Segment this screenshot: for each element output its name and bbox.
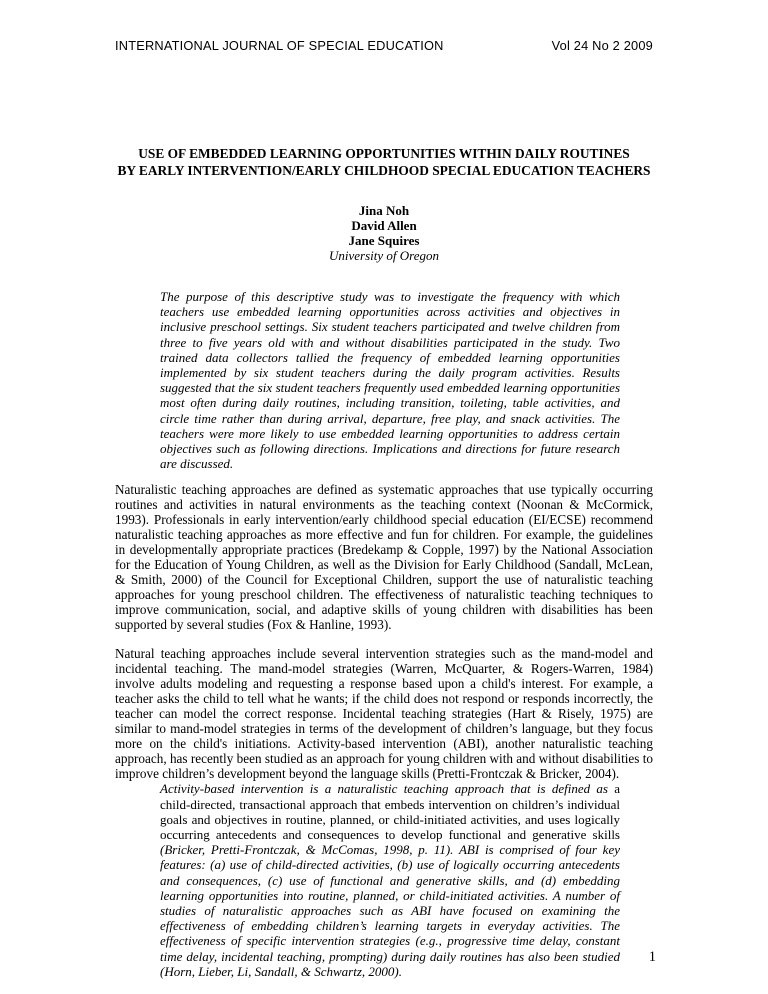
abstract: The purpose of this descriptive study was to investigate the frequency with which teachers use embedded learning opportunities across activities and objectives in inclusive preschool settings. Six student teachers participated and twelve children from three to five years old with and without disabilities participated in the study. Two trained data collectors tallied the frequency of embedded learning opportunities implemented by six student teachers during the daily program activities. Results suggested that the six student teachers frequently used embedded learning opportunities most often during daily routines, including transition, toileting, table activities, and circle time rather than during arrival, departure, free play, and snack activities. The teachers were more likely to use embedded learning opportunities to address certain objectives such as following directions. Implications and directions for future research are discussed.	[160, 289, 620, 472]
journal-name: INTERNATIONAL JOURNAL OF SPECIAL EDUCATION	[115, 38, 444, 53]
author-name: David Allen	[351, 218, 417, 233]
page-header	[115, 38, 653, 53]
authors-block	[115, 203, 653, 263]
body-paragraph: Naturalistic teaching approaches are defined as systematic approaches that use typically occurring routines and activities in natural environments as the teaching context (Noonan & McCormick, 1993). Professionals in early intervention/early childhood special education (EI/ECSE) recommend naturalistic teaching approaches as more effective and fun for children. For example, the guidelines in developmentally appropriate practices (Bredekamp & Copple, 1997) by the National Association for the Education of Young Children, as well as the Division for Early Childhood (Sandall, McLean, & Smith, 2000) of the Council for Exceptional Children, support the use of naturalistic teaching approaches for young preschool children. The effectiveness of naturalistic teaching techniques to improve communication, social, and adaptive skills of young children with disabilities has been supported by several studies (Fox & Hanline, 1993).	[115, 482, 653, 633]
article-title-line2: BY EARLY INTERVENTION/EARLY CHILDHOOD SPECIAL EDUCATION TEACHERS	[117, 163, 651, 178]
blockquote	[160, 781, 620, 979]
blockquote-segment-roman: a child-directed, transactional approach that embeds intervention on children’s individual goals and objectives in routine, planned, or child-initiated activities, and uses logically occurring antecedents and consequences to develop functional and generative skills	[160, 781, 620, 843]
article-title-line1: USE OF EMBEDDED LEARNING OPPORTUNITIES WITHIN DAILY ROUTINES	[138, 146, 630, 161]
blockquote-segment-italic: Activity-based intervention is a naturalistic teaching approach that is defined as	[160, 781, 615, 797]
author-affiliation: University of Oregon	[329, 248, 439, 263]
page-number: 1	[648, 949, 656, 965]
author-name: Jane Squires	[348, 233, 420, 248]
body-paragraph: Natural teaching approaches include several intervention strategies such as the mand-model and incidental teaching. The mand-model strategies (Warren, McQuarter, & Rogers-Warren, 1984) involve adults modeling and requesting a response based upon a child's interest. For example, a teacher asks the child to tell what he wants; if the child does not respond or responds incorrectly, the teacher can model the correct response. Incidental teaching strategies (Hart & Risely, 1975) are similar to mand-model strategies in terms of the development of children’s language, but they focus more on the child's initiations. Activity-based intervention (ABI), another naturalistic teaching approach, has recently been studied as an approach for young children with and without disabilities to improve children’s development beyond the language skills (Pretti-Frontczak & Bricker, 2004).	[115, 646, 653, 782]
article-title	[115, 145, 653, 179]
issue-info: Vol 24 No 2 2009	[551, 38, 653, 53]
blockquote-segment-italic: (Bricker, Pretti-Frontczak, & McComas, 1998, p. 11). ABI is comprised of four key features: (a) use of child-directed activities, (b) use of logically occurring antecedents and consequences, (c) use of functional and generative skills, and (d) embedding learning opportunities into routine, planned, or child-initiated activities. A number of studies of naturalistic approaches such as ABI have focused on examining the effectiveness of embedding children’s learning targets in everyday activities. The effectiveness of specific intervention strategies (e.g., progressive time delay, constant time delay, incidental teaching, prompting) during daily routines has also been studied (Horn, Lieber, Li, Sandall, & Schwartz, 2000).	[160, 842, 620, 979]
author-name: Jina Noh	[358, 203, 410, 218]
